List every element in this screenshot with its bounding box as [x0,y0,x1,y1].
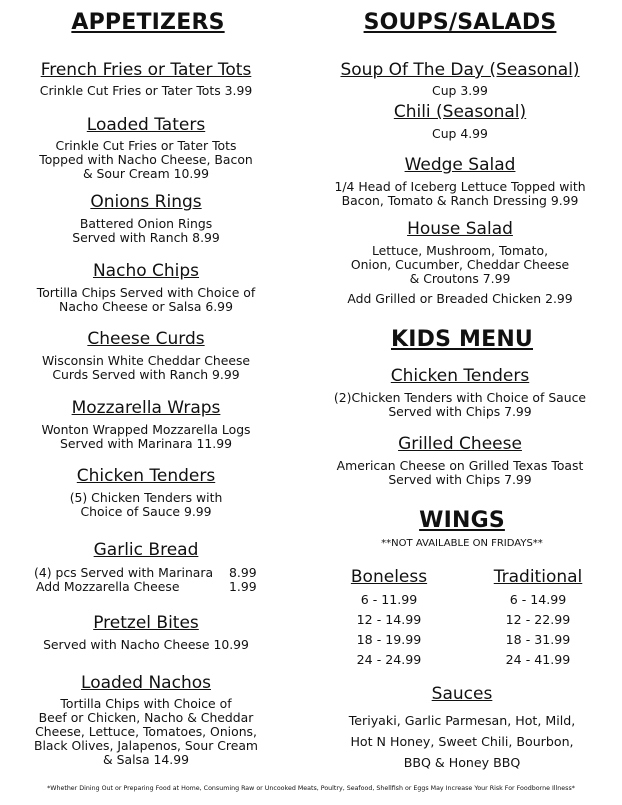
item-loaded-nachos-desc-4: Black Olives, Jalapenos, Sour Cream [33,738,259,753]
item-garlic-bread-line-1: (4) pcs Served with Marinara [34,565,214,580]
item-chili-name: Chili (Seasonal) [393,102,527,122]
item-house-salad-desc-1: Lettuce, Mushroom, Tomato, [371,243,549,258]
item-cheese-curds-desc-2: Curds Served with Ranch 9.99 [52,367,240,382]
soups-salads-heading: SOUPS/SALADS [363,10,557,35]
item-cheese-curds-name: Cheese Curds [87,329,205,349]
item-garlic-bread-price-1: 8.99 [229,565,257,580]
item-onion-rings-desc-1: Battered Onion Rings [79,216,213,231]
item-loaded-taters-name: Loaded Taters [86,115,206,135]
item-garlic-bread-line-2: Add Mozzarella Cheese [36,579,180,594]
item-cheese-curds-desc-1: Wisconsin White Cheddar Cheese [41,353,251,368]
item-kids-tenders-name: Chicken Tenders [390,366,530,386]
item-soup-of-day-desc: Cup 3.99 [432,83,488,98]
wings-sauces-line-2: Hot N Honey, Sweet Chili, Bourbon, [350,734,574,749]
item-nacho-chips-desc-2: Nacho Cheese or Salsa 6.99 [59,299,233,314]
item-pretzel-bites-desc: Served with Nacho Cheese 10.99 [43,637,249,652]
item-chicken-tenders-desc-2: Choice of Sauce 9.99 [80,504,212,519]
item-chicken-tenders-desc-1: (5) Chicken Tenders with [69,490,223,505]
appetizers-heading: APPETIZERS [71,10,225,35]
wings-boneless-row: 12 - 14.99 [356,612,422,627]
item-house-salad-addon: Add Grilled or Breaded Chicken 2.99 [347,291,573,306]
item-onion-rings-name: Onions Rings [90,192,202,212]
item-house-salad-desc-3: & Croutons 7.99 [409,271,511,286]
item-grilled-cheese-desc-2: Served with Chips 7.99 [388,472,532,487]
item-kids-tenders-desc-1: (2)Chicken Tenders with Choice of Sauce [333,390,587,405]
wings-boneless-row: 24 - 24.99 [356,652,422,667]
item-grilled-cheese-desc-1: American Cheese on Grilled Texas Toast [336,458,584,473]
item-french-fries-name: French Fries or Tater Tots [40,60,252,80]
wings-sauces-line-3: BBQ & Honey BBQ [403,755,521,770]
wings-heading: WINGS [419,508,505,533]
wings-traditional-row: 18 - 31.99 [505,632,571,647]
item-house-salad-desc-2: Onion, Cucumber, Cheddar Cheese [350,257,570,272]
item-house-salad-name: House Salad [407,219,513,239]
item-nacho-chips-desc-1: Tortilla Chips Served with Choice of [36,285,256,300]
item-kids-tenders-desc-2: Served with Chips 7.99 [388,404,532,419]
item-loaded-nachos-name: Loaded Nachos [81,673,211,693]
item-loaded-nachos-desc-5: & Salsa 14.99 [103,752,189,767]
item-garlic-bread-name: Garlic Bread [93,540,199,560]
item-chicken-tenders-name: Chicken Tenders [76,466,216,486]
item-loaded-nachos-desc-3: Cheese, Lettuce, Tomatoes, Onions, [35,724,257,739]
item-mozzarella-wraps-name: Mozzarella Wraps [71,398,221,418]
wings-traditional-title: Traditional [493,567,583,587]
wings-friday-note: **NOT AVAILABLE ON FRIDAYS** [381,538,543,549]
item-loaded-nachos-desc-1: Tortilla Chips with Choice of [60,696,232,711]
item-grilled-cheese-name: Grilled Cheese [398,434,522,454]
kids-menu-heading: KIDS MENU [391,327,533,352]
item-loaded-nachos-desc-2: Beef or Chicken, Nacho & Cheddar [38,710,254,725]
item-loaded-taters-desc-2: Topped with Nacho Cheese, Bacon [39,152,253,167]
wings-boneless-row: 6 - 11.99 [360,592,418,607]
item-nacho-chips-name: Nacho Chips [92,261,200,281]
item-mozzarella-wraps-desc-1: Wonton Wrapped Mozzarella Logs [41,422,251,437]
item-wedge-salad-desc-1: 1/4 Head of Iceberg Lettuce Topped with [334,179,586,194]
item-wedge-salad-desc-2: Bacon, Tomato & Ranch Dressing 9.99 [341,193,579,208]
wings-sauces-title: Sauces [431,684,493,704]
item-loaded-taters-desc-3: & Sour Cream 10.99 [82,166,210,181]
item-french-fries-desc: Crinkle Cut Fries or Tater Tots 3.99 [39,83,253,98]
wings-boneless-title: Boneless [350,567,428,587]
wings-traditional-row: 12 - 22.99 [505,612,571,627]
item-loaded-taters-desc-1: Crinkle Cut Fries or Tater Tots [55,138,237,153]
wings-boneless-row: 18 - 19.99 [356,632,422,647]
wings-sauces-line-1: Teriyaki, Garlic Parmesan, Hot, Mild, [348,713,576,728]
item-wedge-salad-name: Wedge Salad [404,155,516,175]
item-mozzarella-wraps-desc-2: Served with Marinara 11.99 [60,436,232,451]
item-onion-rings-desc-2: Served with Ranch 8.99 [72,230,220,245]
wings-traditional-row: 6 - 14.99 [509,592,567,607]
foodborne-illness-disclaimer: *Whether Dining Out or Preparing Food at Home, Consuming Raw or Uncooked Meats, Poultry, Seafood, Shellfish or Eggs May Increase Your Risk For Foodborne Illness* [47,785,575,792]
item-pretzel-bites-name: Pretzel Bites [93,613,199,633]
item-soup-of-day-name: Soup Of The Day (Seasonal) [340,60,580,80]
item-chili-desc: Cup 4.99 [432,126,488,141]
wings-traditional-row: 24 - 41.99 [505,652,571,667]
item-garlic-bread-price-2: 1.99 [229,579,257,594]
